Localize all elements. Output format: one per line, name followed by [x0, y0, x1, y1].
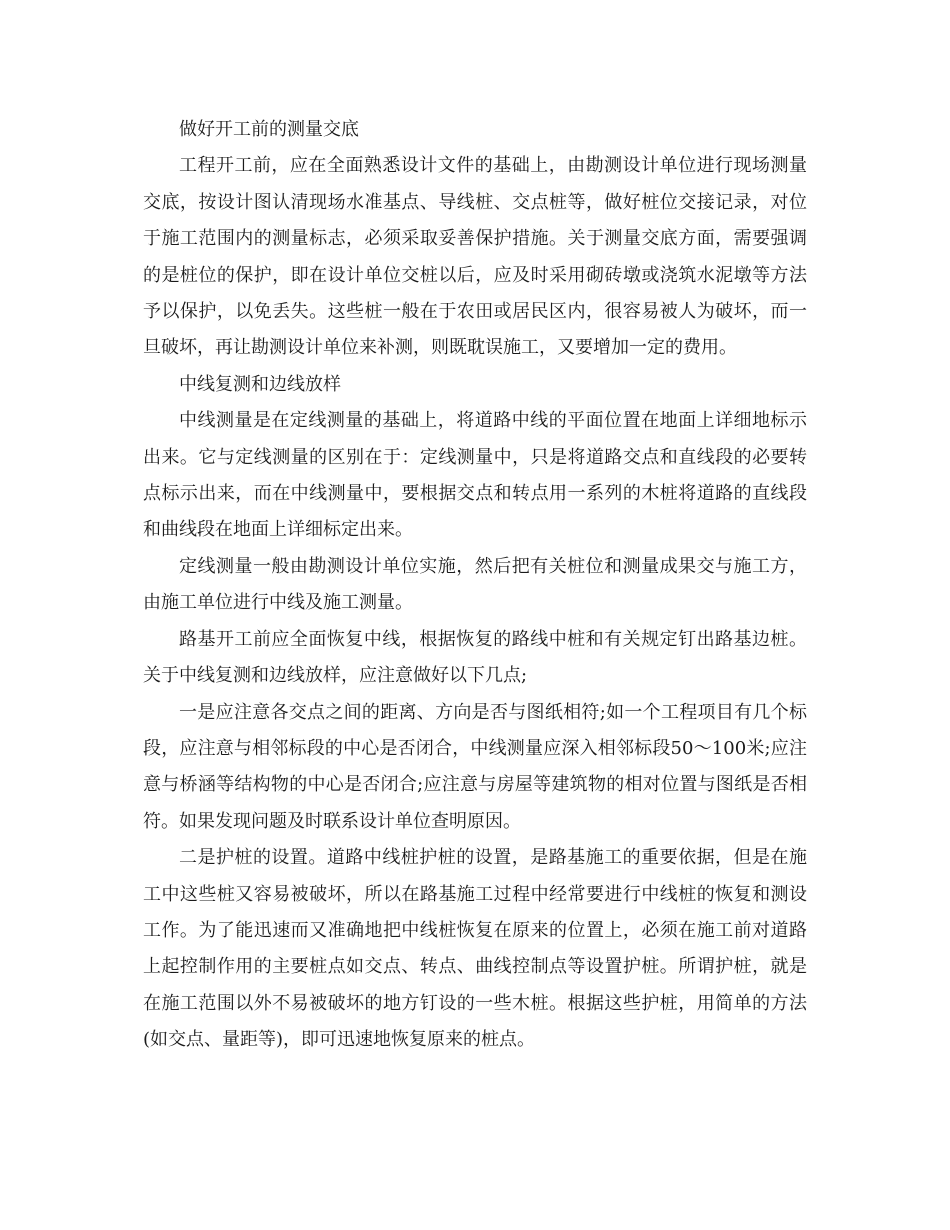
- paragraph-survey-handover: 工程开工前，应在全面熟悉设计文件的基础上，由勘测设计单位进行现场测量交底，按设计图认清现场水准基点、导线桩、交点桩等，做好桩位交接记录，对位于施工范围内的测量标志，必须采取妥善保护措施。关于测量交底方面，需要强调的是桩位的保护，即在设计单位交桩以后，应及时采用砌砖墩或浇筑水泥墩等方法予以保护，以免丢失。这些桩一般在于农田或居民区内，很容易被人为破坏，而一旦破坏，再让勘测设计单位来补测，则既耽误施工，又要增加一定的费用。: [143, 155, 807, 359]
- paragraph-point-one: 一是应注意各交点之间的距离、方向是否与图纸相符;如一个工程项目有几个标段，应注意与相邻标段的中心是否闭合，中线测量应深入相邻标段50～100米;应注意与桥涵等结构物的中心是否闭合;应注意与房屋等建筑物的相对位置与图纸是否相符。如果发现问题及时联系设计单位查明原因。: [143, 701, 807, 832]
- paragraph-centerline-definition: 中线测量是在定线测量的基础上，将道路中线的平面位置在地面上详细地标示出来。它与定线测量的区别在于：定线测量中，只是将道路交点和直线段的必要转点标示出来，而在中线测量中，要根据交点和转点用一系列的木桩将道路的直线段和曲线段在地面上详细标定出来。: [143, 410, 807, 541]
- paragraph-point-two: 二是护桩的设置。道路中线桩护桩的设置，是路基施工的重要依据，但是在施工中这些桩又容易被破坏，所以在路基施工过程中经常要进行中线桩的恢复和测设工作。为了能迅速而又准确地把中线桩恢复在原来的位置上，必须在施工前对道路上起控制作用的主要桩点如交点、转点、曲线控制点等设置护桩。所谓护桩，就是在施工范围以外不易被破坏的地方钉设的一些木桩。根据这些护桩，用简单的方法(如交点、量距等)，即可迅速地恢复原来的桩点。: [143, 847, 807, 1051]
- paragraph-restore-centerline: 路基开工前应全面恢复中线，根据恢复的路线中桩和有关规定钉出路基边桩。关于中线复测和边线放样，应注意做好以下几点;: [143, 628, 807, 687]
- section-heading-centerline-resurvey: 中线复测和边线放样: [179, 373, 341, 395]
- paragraph-alignment-survey: 定线测量一般由勘测设计单位实施，然后把有关桩位和测量成果交与施工方，由施工单位进行中线及施工测量。: [143, 555, 807, 614]
- section-heading-survey-handover: 做好开工前的测量交底: [179, 119, 359, 140]
- document-body: [143, 112, 807, 1059]
